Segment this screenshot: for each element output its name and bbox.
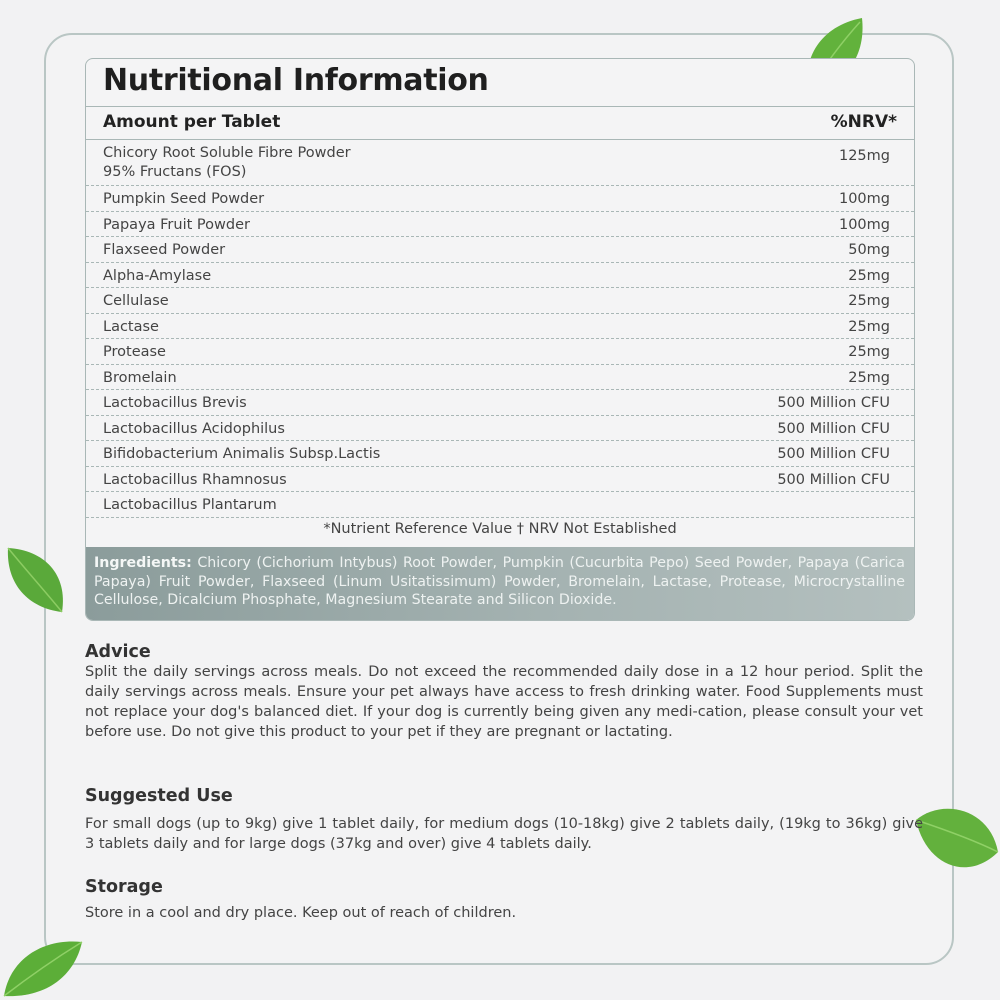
row-value: 25mg bbox=[848, 293, 890, 309]
row-name: Lactobacillus Acidophilus bbox=[103, 420, 285, 437]
row-name: Pumpkin Seed Powder bbox=[103, 191, 265, 207]
row-value: 25mg bbox=[848, 318, 890, 335]
header-amount: Amount per Tablet bbox=[103, 112, 281, 132]
row-name: Bromelain bbox=[103, 369, 177, 386]
storage-heading: Storage bbox=[85, 877, 163, 897]
row-name: Alpha-Amylase bbox=[103, 267, 212, 284]
ingredients-label: Ingredients: bbox=[94, 555, 192, 571]
row-value: 500 Million CFU bbox=[777, 395, 890, 411]
table-row bbox=[86, 237, 914, 263]
table-row bbox=[86, 288, 914, 314]
suggested-use-section bbox=[85, 786, 923, 854]
suggested-use-text: For small dogs (up to 9kg) give 1 tablet daily, for medium dogs (10-18kg) give 2 tablets daily, (19kg to 36kg) give 3 tablets daily and for large dogs (37kg and over) give 4 tablets daily. bbox=[85, 816, 923, 852]
table-row bbox=[86, 140, 914, 186]
table-row bbox=[86, 441, 914, 467]
row-name: Flaxseed Powder bbox=[103, 242, 226, 258]
suggested-use-heading: Suggested Use bbox=[85, 786, 233, 806]
table-row bbox=[86, 467, 914, 493]
row-value: 25mg bbox=[848, 369, 890, 386]
ingredients-band bbox=[86, 547, 914, 621]
row-name: Papaya Fruit Powder bbox=[103, 216, 250, 233]
leaf-icon bbox=[4, 544, 68, 616]
leaf-icon bbox=[0, 936, 84, 998]
row-name: Protease bbox=[103, 344, 166, 360]
row-value: 100mg bbox=[838, 216, 890, 233]
table-row bbox=[86, 365, 914, 391]
table-header bbox=[86, 106, 914, 140]
row-name: Chicory Root Soluble Fibre Powder 95% Fructans (FOS) bbox=[103, 145, 351, 180]
advice-heading: Advice bbox=[85, 642, 151, 662]
row-value: 500 Million CFU bbox=[777, 420, 890, 437]
row-value: 50mg bbox=[848, 242, 890, 258]
table-row bbox=[86, 314, 914, 340]
row-name: Lactobacillus Brevis bbox=[103, 395, 247, 411]
nutrition-table bbox=[85, 58, 915, 621]
table-row bbox=[86, 186, 914, 212]
table-row bbox=[86, 263, 914, 289]
row-name: Bifidobacterium Animalis Subsp.Lactis bbox=[103, 446, 381, 462]
row-name: Lactobacillus Plantarum bbox=[103, 497, 277, 513]
storage-text: Store in a cool and dry place. Keep out of reach of children. bbox=[85, 905, 517, 921]
nrv-footnote: *Nutrient Reference Value † NRV Not Established bbox=[323, 521, 677, 537]
row-value: 500 Million CFU bbox=[777, 471, 890, 488]
table-row bbox=[86, 390, 914, 416]
row-name: Lactase bbox=[103, 318, 159, 335]
row-subtext: 95% Fructans (FOS) bbox=[103, 164, 247, 180]
row-value: 25mg bbox=[848, 267, 890, 284]
table-rows bbox=[86, 140, 914, 518]
table-row bbox=[86, 492, 914, 518]
advice-section bbox=[85, 642, 923, 742]
table-row bbox=[86, 212, 914, 238]
ingredients-text: Chicory (Cichorium Intybus) Root Powder, Pumpkin (Cucurbita Pepo) Seed Powder, Papaya (Carica Papaya) Fruit Powder, Flaxseed (Linum Usitatissimum) Powder, Bromelain, Lactase, Protease, Microcrystalline Cellulose, Dicalcium Phosphate, Magnesium Stearate and Silicon Dioxide. bbox=[94, 555, 905, 609]
row-name: Cellulase bbox=[103, 293, 169, 309]
storage-section bbox=[85, 877, 923, 923]
table-title: Nutritional Information bbox=[103, 63, 489, 98]
row-value: 25mg bbox=[848, 344, 890, 360]
leaf-icon bbox=[912, 800, 1000, 884]
row-value: 500 Million CFU bbox=[777, 446, 890, 462]
row-value: 100mg bbox=[838, 191, 890, 207]
advice-text: Split the daily servings across meals. Do not exceed the recommended daily dose in a 12 hour period. Split the daily servings across meals. Ensure your pet always have access to fresh drinking water. Food Supplements must not replace your dog's balanced diet. If your dog is currently being given any medi-cation, please consult your vet before use. Do not give this product to your pet if they are pregnant or lactating. bbox=[85, 664, 923, 740]
table-row bbox=[86, 416, 914, 442]
row-value: 125mg bbox=[838, 148, 890, 164]
row-name: Lactobacillus Rhamnosus bbox=[103, 471, 287, 488]
table-row bbox=[86, 339, 914, 365]
header-nrv: %NRV* bbox=[830, 112, 897, 132]
